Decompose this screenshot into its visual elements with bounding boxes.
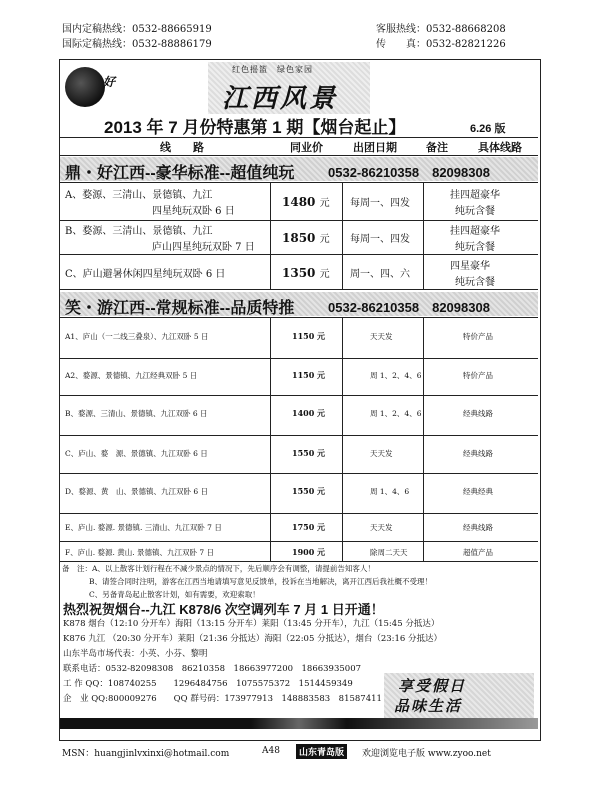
work-qq: 工 作 QQ：108740255 1296484756 1075575372 1514459349 [63,679,353,689]
decorative-bar [60,718,538,729]
brand-logo-text: 好 [103,75,116,89]
footer-msn: MSN：huangjinlvxinxi@hotmail.com [62,749,230,759]
header-departure: 出团日期 [353,142,397,154]
remark: 经典线路 [463,523,493,532]
departure-days: 除周二天天 [370,548,408,557]
remark: 经典线路 [463,449,493,458]
footer-welcome: 欢迎浏览电子版 www.zyoo.net [362,749,491,759]
column-divider [423,182,424,289]
domestic-hotline: 国内定稿热线：0532-88665919 [62,24,212,35]
remark: 特价产品 [463,371,493,380]
section1-title: 鼎・好江西--豪华标准--超值纯玩 [65,165,295,182]
page-title: 2013 年 7 月份特惠第 1 期【烟台起止】 [104,118,406,137]
brand-logo-icon [65,67,105,107]
departure-days: 天天发 [370,332,393,341]
table-row [60,317,538,359]
route-name: D、婺源、黄 山、景德镇、九江双卧 6 日 [65,487,209,496]
edition-label: 6.26 版 [470,123,506,135]
price-value: 1400 元 [292,408,326,418]
price-value: 1150 元 [292,331,326,341]
departure-days: 每周一、四发 [350,198,410,209]
section1-phone: 0532-86210358 82098308 [328,165,490,180]
price-value: 1550 元 [292,486,326,496]
notes-label: 备 注： [62,564,92,573]
remark: 经典线路 [463,409,493,418]
fax-line: 传 真：0532-82821226 [376,39,506,50]
table-row [60,473,538,514]
service-hotline: 客服热线：0532-88668208 [376,24,506,35]
route-line-1: A、婺源、三清山、景德镇、九江 [65,190,213,201]
brand-slogan: 红色摇篮 绿色家园 [232,65,313,74]
table-row [60,254,538,290]
header-details: 具体线路 [478,142,522,154]
route-line-2: 庐山四星纯玩双卧 7 日 [152,242,255,253]
slogan-banner [384,673,534,721]
departure-days: 天天发 [370,523,393,532]
table-row [60,219,538,255]
table-row [60,541,538,562]
congrats-headline: 热烈祝贺烟台--九江 K878/6 次空调列车 7 月 1 日开通！ [63,602,384,617]
header-remarks: 备注 [426,142,448,154]
slogan-line-1: 享受假日 [398,677,467,695]
departure-days: 每周一、四发 [350,234,410,245]
edition-tag: 山东青岛版 [296,744,347,759]
route-name: A2、婺源、景德镇、九江经典双卧 5 日 [65,371,198,380]
price-value: 1350 元 [282,266,330,280]
route-line-2: 四星纯玩双卧 6 日 [152,206,235,217]
table-row [60,395,538,436]
section2-phone: 0532-86210358 82098308 [328,300,490,315]
price-value: 1480 元 [282,195,330,209]
departure-days: 周 1、2、4、6 [370,371,422,380]
table-row [60,357,538,396]
table-row [60,513,538,542]
remark: 经典经典 [463,487,493,496]
remark-line-2: 纯玩含餐 [455,277,495,288]
departure-days: 天天发 [370,449,393,458]
remark-line-1: 挂四超豪华 [450,226,500,237]
section2-title: 笑・游江西--常规标准--品质特推 [65,300,295,317]
remark-line-1: 挂四超豪华 [450,190,500,201]
note-a: A、以上散客计划行程在不减少景点的情况下，先后顺序会有调整，请提前告知客人！ [92,564,375,573]
price-value: 1550 元 [292,448,326,458]
column-divider [270,317,271,561]
column-divider [270,182,271,289]
route-name: E、庐山. 婺源. 景德镇. 三清山、九江双卧 7 日 [65,523,222,532]
price-value: 1900 元 [292,547,326,557]
route-line-1: B、婺源、三清山、景德镇、九江 [65,226,213,237]
remark-line-1: 四星豪华 [450,261,490,272]
train-schedule-k878: K878 烟台（12:10 分开车）海阳（13:15 分开车）莱阳（13:45 分开车），九江（15:45 分抵达） [63,619,440,629]
brand-title: 江西风景 [222,84,339,114]
remark: 特价产品 [463,332,493,341]
route-name: B、婺源、三清山、景德镇、九江双卧 6 日 [65,409,208,418]
header-price: 同业价 [290,142,323,154]
notes-line-a [62,562,375,575]
price-value: 1850 元 [282,231,330,245]
route-name: C、庐山、婺 源、景德镇、九江双卧 6 日 [65,449,208,458]
departure-days: 周 1、4、6 [370,487,410,496]
company-qq: 企 业 QQ:800009276 QQ 群号码：173977913 148883583 81587411 [63,694,382,704]
column-divider [342,182,343,289]
remark-line-2: 纯玩含餐 [455,242,495,253]
route-name: F、庐山. 婺源. 黄山. 景德镇、九江双卧 7 日 [65,548,215,557]
remark-line-2: 纯玩含餐 [455,206,495,217]
contact-phones: 联系电话：0532-82098308 86210358 18663977200 18663935007 [63,664,362,674]
note-c: C、另备青岛起止散客计划，如有需要，欢迎索取！ [89,590,260,599]
departure-days: 周 1、2、4、6 [370,409,422,418]
remark: 超值产品 [463,548,493,557]
note-b: B、请签合同时注明，游客在江西当地请填写意见反馈单，投诉在当地解决，离开江西后我社概不受理！ [89,577,433,586]
international-hotline: 国际定稿热线：0532-88886179 [62,39,212,50]
price-value: 1150 元 [292,370,326,380]
column-divider [423,317,424,561]
train-schedule-k876: K876 九江 （20:30 分开车）莱阳（21:36 分抵达）海阳（22:05 分抵达），烟台（23:16 分抵达） [63,634,443,644]
departure-days: 周一、四、六 [350,269,410,280]
table-header [60,137,538,156]
route-line-1: C、庐山避暑休闲四星纯玩双卧 6 日 [65,269,226,280]
table-row [60,435,538,474]
route-name: A1、庐山（一二线三叠泉）、九江双卧 5 日 [65,332,209,341]
page-number: A48 [262,746,280,756]
market-representatives: 山东半岛市场代表：小英、小芬、黎明 [63,649,208,659]
header-route: 线 路 [160,142,204,154]
table-row [60,182,538,221]
slogan-line-2: 品味生活 [394,697,463,715]
column-divider [342,317,343,561]
price-value: 1750 元 [292,522,326,532]
